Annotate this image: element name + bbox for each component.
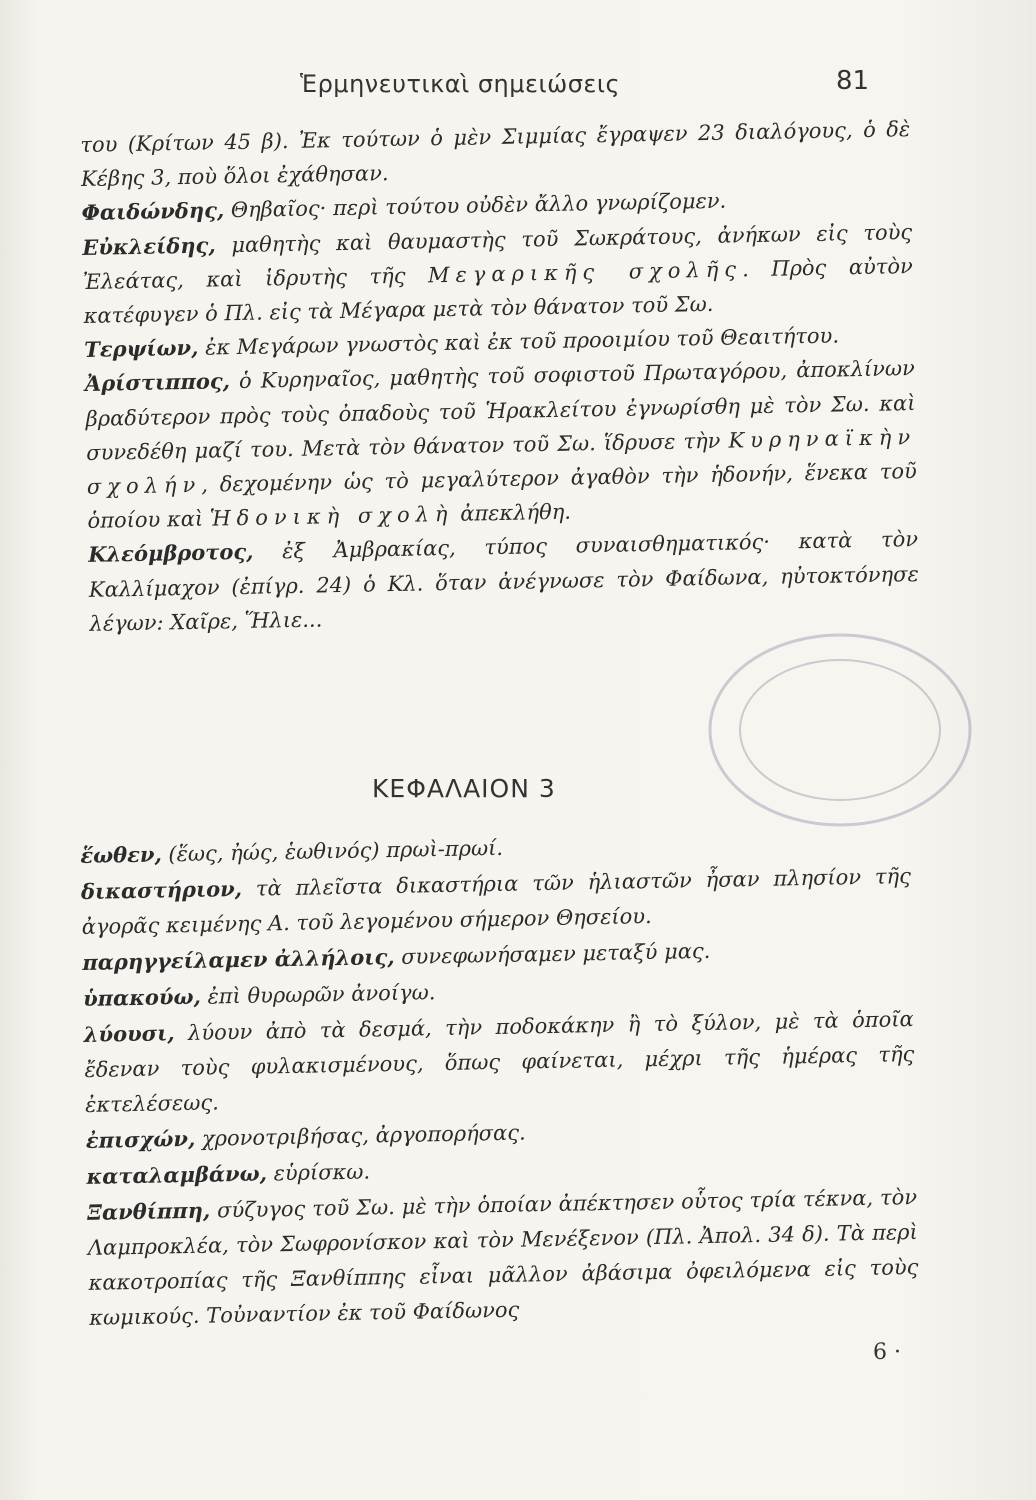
note-text: χρονοτριβήσας, ἀργοπορήσας. <box>195 1120 526 1151</box>
note-text: τὰ πλεῖστα δικαστήρια τῶν ἡλιαστῶν ἦσαν πλησίον τῆς ἀγορᾶς κειμένης Α. τοῦ λεγομένου σήμερον Θησείου. <box>81 864 912 939</box>
note-entry <box>83 1001 915 1123</box>
note-text: ἀπεκλήθη. <box>453 499 572 527</box>
signature-mark: 6 · <box>873 1340 901 1365</box>
note-text: συνεφωνήσαμεν μεταξύ μας. <box>394 938 711 969</box>
note-entry <box>85 351 918 538</box>
note-text: μαθητὴς καὶ θαυμαστὴς τοῦ Σωκράτους, ἀνήκων εἰς τοὺς Ἐλεάτας, καὶ ἱδρυτὴς τῆς <box>82 219 913 294</box>
running-title: Ἑρμηνευτικαὶ σημειώσεις <box>300 70 621 98</box>
note-text: ὁ Κυρηναῖος, μαθητὴς τοῦ σοφιστοῦ Πρωταγόρου, ἀποκλίνων βραδύτερον πρὸς τοὺς ὀπαδοὺς τοῦ Ἡρακλείτου ἐγνωρίσθη μὲ τὸν Σω. καὶ συνεδέθη μαζί του. Μετὰ τὸν θάνατον τοῦ Σω. ἵδρυσε τὴν <box>85 356 916 465</box>
page-header <box>0 66 1036 110</box>
note-term: Τερψίων, <box>84 334 199 363</box>
library-stamp-mark <box>690 620 990 840</box>
note-term: λύουσι, <box>83 1020 175 1047</box>
note-spaced-text: Ἡδονικὴ σχολὴ <box>209 502 454 531</box>
note-term: Φαιδώνδης, <box>81 197 225 226</box>
note-text: ἐξ Ἀμβρακίας, τύπος συναισθηματικός· κατὰ τὸν Καλλίμαχον (ἐπίγρ. 24) ὁ Κλ. ὅταν ἀνέγνωσε τὸν Φαίδωνα, ηὐτοκτόνησε λέγων: Χαῖρε, Ἥλιε... <box>88 527 919 636</box>
note-entry <box>82 215 914 334</box>
note-term: ἕωθεν, <box>80 841 162 868</box>
note-text: Θηβαῖος· περὶ τούτου οὐδὲν ἄλλο γνωρίζομεν. <box>223 189 727 223</box>
note-term: Κλεόμβροτος, <box>87 539 254 568</box>
note-text: σύζυγος τοῦ Σω. μὲ τὴν ὁποίαν ἀπέκτησεν οὗτος τρία τέκνα, τὸν Λαμπροκλέα, τὸν Σωφρονίσκον καὶ τὸν Μενέξενον (Πλ. Ἀπολ. 34 δ). Τὰ περὶ κακοτροπίας τῆς Ξανθίππης εἶναι μᾶλλον ἀβάσιμα ὀφειλόμενα εἰς τοὺς κωμικούς. Τοὐναντίον ἐκ τοῦ Φαίδωνος <box>87 1184 919 1330</box>
note-text: ἐκ Μεγάρων γνωστὸς καὶ ἐκ τοῦ προοιμίου τοῦ Θεαιτήτου. <box>198 323 840 360</box>
note-term: ὑπακούω, <box>82 983 202 1011</box>
note-text: εὑρίσκω. <box>266 1159 371 1186</box>
note-spaced-text: Μεγαρικῆς σχολῆς <box>427 257 743 288</box>
note-term: δικαστήριον, <box>80 875 243 904</box>
notes-section-1 <box>80 112 920 641</box>
note-text: ἐπὶ θυρωρῶν ἀνοίγω. <box>200 980 436 1009</box>
page-number: 81 <box>836 66 870 96</box>
note-text: του (Κρίτων 45 β). Ἐκ τούτων ὁ μὲν Σιμμίας ἔγραψεν 23 διαλόγους, ὁ δὲ Κέβης 3, ποὺ ὅλοι ἐχάθησαν. <box>80 117 911 192</box>
note-text: . Πρὸς αὐτὸν κατέφυγεν ὁ Πλ. εἰς τὰ Μέγαρα μετὰ τὸν θάνατον τοῦ Σω. <box>83 253 914 328</box>
note-text: , δεχομένην ὡς τὸ μεγαλύτερον ἀγαθὸν τὴν ἡδονήν, ἕνεκα τοῦ ὁποίου καὶ <box>87 459 917 534</box>
note-term: Ξανθίππη, <box>86 1197 211 1225</box>
note-term: Ἀρίστιππος, <box>84 368 231 397</box>
note-term: ἐπισχών, <box>85 1125 196 1153</box>
note-spaced-text: Κυρηναϊκὴν σχολήν <box>86 424 917 499</box>
note-text: λύουν ἀπὸ τὰ δεσμά, τὴν ποδοκάκην ἢ τὸ ξύλον, μὲ τὰ ὁποῖα ἔδεναν τοὺς φυλακισμένους, ὅπως φαίνεται, μέχρι τῆς ἡμέρας τῆς ἐκτελέσεως. <box>84 1007 915 1117</box>
notes-section-2 <box>80 822 919 1336</box>
note-entry <box>87 1179 920 1336</box>
note-term: Εὐκλείδης, <box>82 232 216 260</box>
note-term: παρηγγείλαμεν ἀλλήλοις, <box>82 943 395 975</box>
note-term: καταλαμβάνω, <box>86 1160 268 1189</box>
note-text: (ἕως, ἠώς, ἑωθινός) πρωὶ-πρωί. <box>161 835 504 867</box>
chapter-heading: ΚΕΦΑΛΑΙΟΝ 3 <box>372 774 556 803</box>
